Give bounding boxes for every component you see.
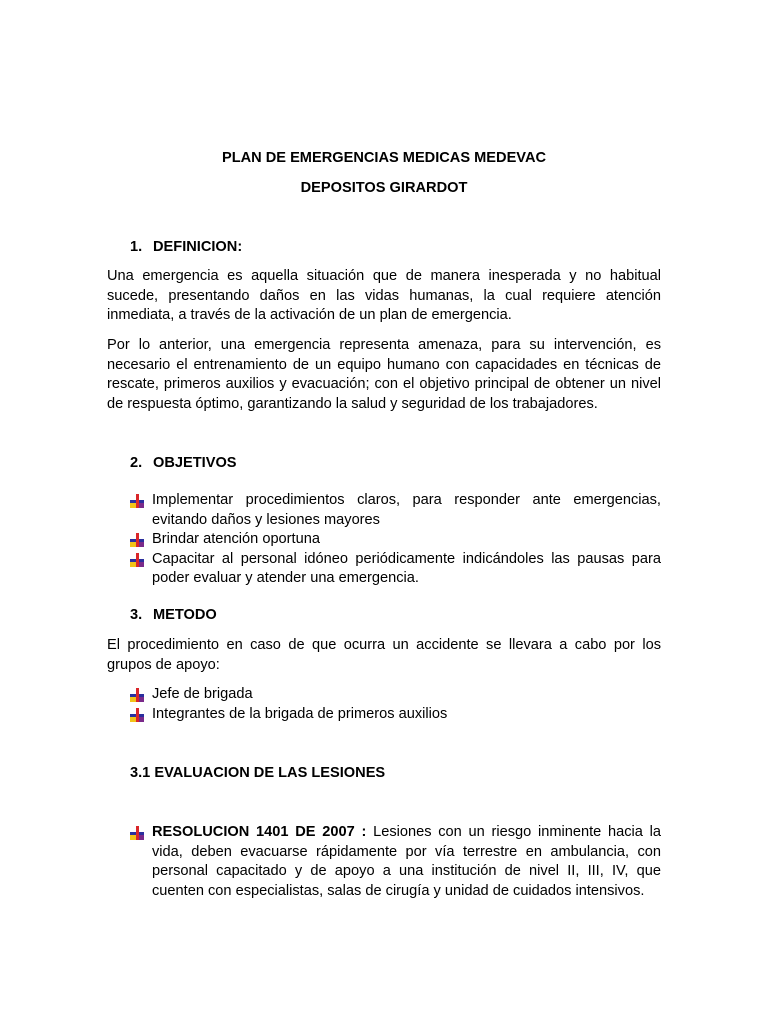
colored-cross-arrow-icon bbox=[130, 533, 144, 547]
section-2-number: 2. bbox=[130, 455, 143, 471]
method-text: Integrantes de la brigada de primeros auxilios bbox=[152, 705, 448, 722]
section-1-paragraph-2: Por lo anterior, una emergencia representa amenaza, para su intervención, es necesario el entrenamiento de un equipo humano con capacidades en técnicas de rescate, primeros auxilios y evacuación; con el objetivo principal de obtener un nivel de respuesta óptimo, garantizando la salud y seguridad de los trabajadores. bbox=[107, 337, 661, 412]
section-3-title: METODO bbox=[153, 607, 217, 623]
colored-cross-arrow-icon bbox=[130, 553, 144, 567]
section-3-1-heading: 3.1 EVALUACION DE LAS LESIONES bbox=[130, 765, 386, 781]
list-item bbox=[130, 550, 661, 589]
list-item bbox=[130, 491, 661, 530]
colored-cross-arrow-icon bbox=[130, 494, 144, 508]
objectives-list bbox=[130, 491, 661, 589]
section-3-number: 3. bbox=[130, 607, 143, 623]
document-title: PLAN DE EMERGENCIAS MEDICAS MEDEVAC bbox=[221, 150, 547, 166]
list-item bbox=[130, 823, 661, 901]
objective-text: Capacitar al personal idóneo periódicamente indicándoles las pausas para poder evaluar y atender una emergencia. bbox=[152, 550, 661, 587]
method-text: Jefe de brigada bbox=[152, 686, 253, 702]
list-item bbox=[130, 530, 661, 550]
section-1-title: DEFINICION: bbox=[153, 239, 243, 255]
document-subtitle: DEPOSITOS GIRARDOT bbox=[300, 180, 468, 196]
objective-text: Brindar atención oportuna bbox=[152, 531, 320, 548]
resolution-list bbox=[130, 823, 661, 901]
section-1-paragraph-1: Una emergencia es aquella situación que de manera inesperada y no habitual sucede, presentando daños en las vidas humanas, la cual requiere atención inmediata, a través de la activación de un plan de emergencia. bbox=[107, 268, 661, 324]
list-item bbox=[130, 685, 661, 705]
colored-cross-arrow-icon bbox=[130, 688, 144, 702]
resolution-title: RESOLUCION 1401 DE 2007 : bbox=[152, 824, 367, 840]
list-item bbox=[130, 705, 661, 725]
section-1-heading bbox=[130, 239, 242, 255]
section-1-number: 1. bbox=[130, 239, 143, 255]
section-3-paragraph: El procedimiento en caso de que ocurra un accidente se llevara a cabo por los grupos de apoyo: bbox=[107, 637, 661, 673]
objective-text: Implementar procedimientos claros, para responder ante emergencias, evitando daños y lesiones mayores bbox=[152, 492, 661, 528]
resolution-text: Lesiones con un riesgo inminente hacia la vida, deben evacuarse rápidamente por vía terrestre en ambulancia, con personal capacitado y de apoyo a una institución de nivel II, III, IV, que cuenten con especialistas, salas de cirugía y unidad de cuidados intensivos. bbox=[152, 824, 661, 899]
section-2-heading bbox=[130, 455, 237, 471]
method-list bbox=[130, 685, 661, 724]
colored-cross-arrow-icon bbox=[130, 826, 144, 840]
section-3-heading bbox=[130, 607, 217, 623]
section-2-title: OBJETIVOS bbox=[153, 455, 237, 471]
colored-cross-arrow-icon bbox=[130, 708, 144, 722]
